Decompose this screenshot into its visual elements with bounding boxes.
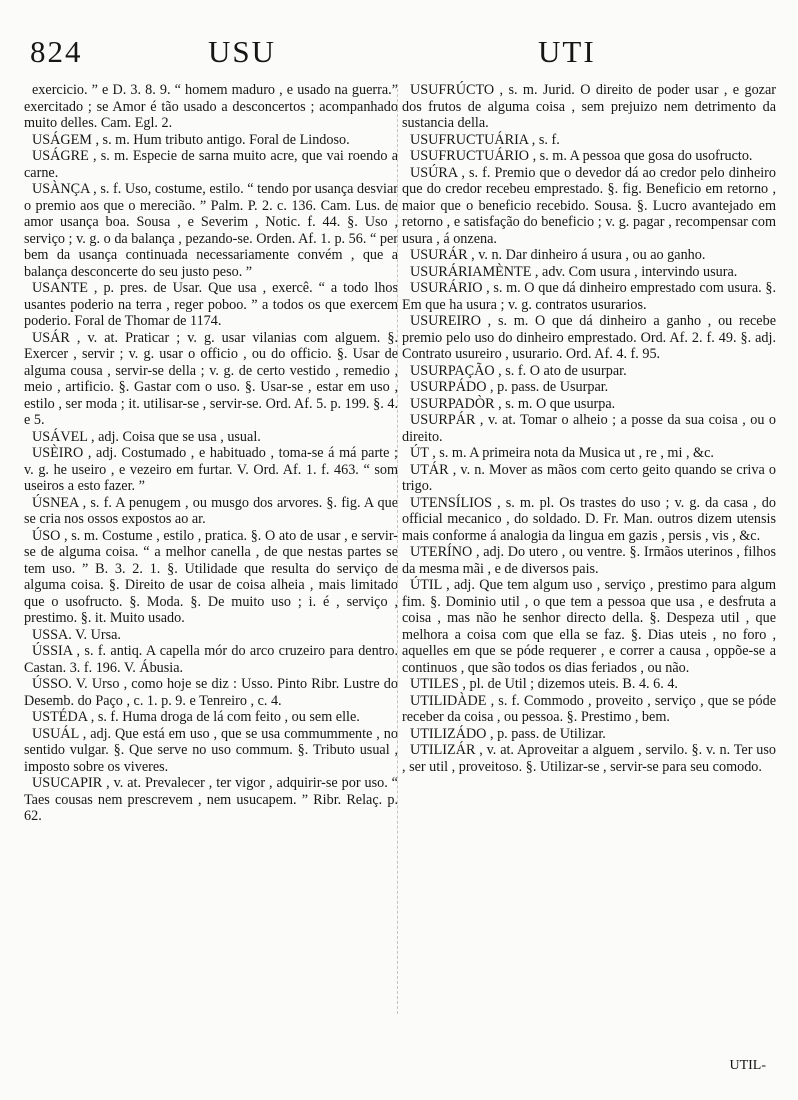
entry-utilizar: UTILIZÁR , v. at. Aproveitar a alguem , servilo. §. v. n. Ter uso , ser util , proveitoso. §. Utilizar-se , servir-se para seu comodo. [402,742,776,775]
entry-usurpado: USURPÁDO , p. pass. de Usurpar. [410,379,609,395]
entry-uso: ÚSO , s. m. Costume , estilo , pratica. §. O ato de usar , e servir-se de alguma coisa. “ a melhor canella , de que nestas partes se tem uso. ” B. 3. 2. 1. §. Utilidade que resulta do serviço de alguma coisa. §. Direito de usar de coisa alheia , mais limitado que o usofructo. §. Moda. §. De muito uso ; i. é , serviço , prestimo. §. it. Muito usado. [24,527,398,626]
entry-usura: USÚRA , s. f. Premio que o devedor dá ao credor pelo dinheiro que do credor recebeu emprestado. §. fig. Beneficio em retorno , maior que o beneficio recebido. Sousa. §. Lucro avantejado em retorno , e satisfação do beneficio ; v. g. pagar , recompensar com usura , á onzena. [402,164,776,247]
left-running-head: USU [208,34,277,69]
entry-usufructo: USUFRÚCTO , s. m. Jurid. O direito de poder usar , e gozar dos frutos de alguma coisa , sem prejuizo nem detrimento da sustancia della. [402,82,776,131]
right-running-head: UTI [538,34,596,69]
entry-useiro: USÈIRO , adj. Costumado , e habituado , toma-se á má parte ; v. g. he useiro , e vezeiro em furtar. V. Ord. Af. 1. f. 463. “ som useiros a esto fazer. ” [24,445,398,494]
entry-util: ÚTIL , adj. Que tem algum uso , serviço , prestimo para algum fim. §. Dominio util , o que tem a pessoa que usa , e desfruta a coisa , mas não he senhor directo della. §. Despeza util , que melhora a coisa com que ella se faz. §. Dias uteis , no foro , aquelles em que se póde requerer , e correr a causa , oppõe-se a continuos , que são todos os dias feriados , ou não. [402,577,776,676]
entry-utar: UTÁR , v. n. Mover as mãos com certo geito quando se criva o trigo. [402,461,776,494]
entry-usante: USANTE , p. pres. de Usar. Que usa , exercê. “ a todo lhos usantes poderio na terra , reger poboo. ” a todos os que exercem poderio. Foral de Thomar de 1174. [24,280,398,329]
entry-usanca: USÀNÇA , s. f. Uso, costume, estilo. “ tendo por usança desviar o premio aos que o merecião. ” Palm. P. 2. c. 136. Cam. Lus. de amor usança boa. Sousa , e Severim , Notic. f. 44. §. Uso , serviço ; v. g. o da balança , pezando-se. Orden. Af. 1. p. 56. “ per bem da usança continuada necessariamente convém , que a balança desconcerte do seu justo peso. ” [24,181,398,280]
entry-usual: USUÁL , adj. Que está em uso , que se usa commummente , no sentido vulgar. §. Que serve no uso commum. §. Tributo usual , imposto sobre os viveres. [24,725,398,775]
entry-usureiro: USUREIRO , s. m. O que dá dinheiro a ganho , ou recebe premio pelo uso do dinheiro emprestado. Ord. Af. 2. f. 49. §. adj. Contrato usureiro , usurario. Ord. Af. 4. f. 95. [402,313,776,362]
entry-ussa: USSA. V. Ursa. [32,626,121,643]
entry-usagre: USÁGRE , s. m. Especie de sarna muito acre, que vai roendo a carne. [24,148,398,181]
catchword: UTIL- [729,1058,766,1073]
entry-usurariamente: USURÁRIAMÈNTE , adv. Com usura , intervindo usura. [410,263,738,280]
entry-usurpacao: USURPAÇÃO , s. f. O ato de usurpar. [410,362,627,379]
entry-usso: ÚSSO. V. Urso , como hoje se diz : Usso. Pinto Ribr. Lustre do Desemb. do Paço , c. 1. p. 9. e Tenreiro , c. 4. [24,676,398,709]
left-column [24,82,398,825]
entry-ussia: ÚSSIA , s. f. antiq. A capella mór do arco cruzeiro para dentro. Castan. 3. f. 196. V. Ábusia. [24,643,398,676]
entry-usufructuaria: USUFRUCTUÁRIA , s. f. [410,131,560,148]
page-number: 824 [30,34,83,69]
entry-utensilios: UTENSÍLIOS , s. m. pl. Os trastes do uso ; v. g. da casa , do official mecanico , do soldado. D. Fr. Man. outros dizem utensis mais conforme á analogia da lingua em gazis , persis , vis , &c. [402,494,776,544]
entry-usavel: USÁVEL , adj. Coisa que se usa , usual. [32,428,261,445]
entry-utilizado: UTILIZÁDO , p. pass. de Utilizar. [410,725,606,742]
entry-ut: ÚT , s. m. A primeira nota da Musica ut , re , mi , &c. [410,445,714,461]
entry-usnea: ÚSNEA , s. f. A penugem , ou musgo dos arvores. §. fig. A que se cria nos ossos expostos ao ar. [24,494,398,527]
entry-usurario: USURÁRIO , s. m. O que dá dinheiro emprestado com usura. §. Em que ha usura ; v. g. contratos usurarios. [402,280,776,313]
entry-usurpar: USURPÁR , v. at. Tomar o alheio ; a posse da sua coisa , ou o direito. [402,412,776,445]
entry-usagem: USÁGEM , s. m. Hum tributo antigo. Foral de Lindoso. [32,131,350,148]
running-header [30,34,768,78]
entry-usufructuario: USUFRUCTUÁRIO , s. m. A pessoa que gosa do usofructo. [410,148,753,164]
entry-utiles: UTILES , pl. de Util ; dizemos uteis. B. 4. 6. 4. [410,676,678,692]
entry-uterino: UTERÍNO , adj. Do utero , ou ventre. §. Irmãos uterinos , filhos da mesma mãi , e de diversos pais. [402,544,776,577]
column-divider [397,84,398,1014]
entry-exercicio: exercicio. ” e D. 3. 8. 9. “ homem maduro , e usado na guerra.” exercitado ; se Amor é tão usado a desconcertos ; acompanhado muito delles. Cam. Egl. 2. [24,82,398,131]
entry-usucapir: USUCAPIR , v. at. Prevalecer , ter vigor , adquirir-se por uso. “ Taes cousas nem prescrevem , nem usucapem. ” Ribr. Relaç. p. 62. [24,775,398,824]
entry-utilidade: UTILIDÀDE , s. f. Commodo , proveito , serviço , que se póde receber da coisa , ou pessoa. §. Prestimo , bem. [402,692,776,725]
entry-usurpador: USURPADÒR , s. m. O que usurpa. [410,395,616,412]
entry-usurar: USURÁR , v. n. Dar dinheiro á usura , ou ao ganho. [410,247,706,263]
right-column [402,82,776,775]
entry-usteda: USTÉDA , s. f. Huma droga de lá com feito , ou sem elle. [32,709,360,725]
entry-usar: USÁR , v. at. Praticar ; v. g. usar vilanias com alguem. §. Exercer , servir ; v. g. usar o officio , ou do officio. §. Usar de alguma cousa , servir-se della ; v. g. de certo vestido , remedio , meio , artificio. §. Gastar com o uso. §. Usar-se , estar em uso , estilo , ser moda ; it. utilisar-se , servir-se. Ord. Af. 5. p. 199. §. 4. e 5. [24,329,398,428]
